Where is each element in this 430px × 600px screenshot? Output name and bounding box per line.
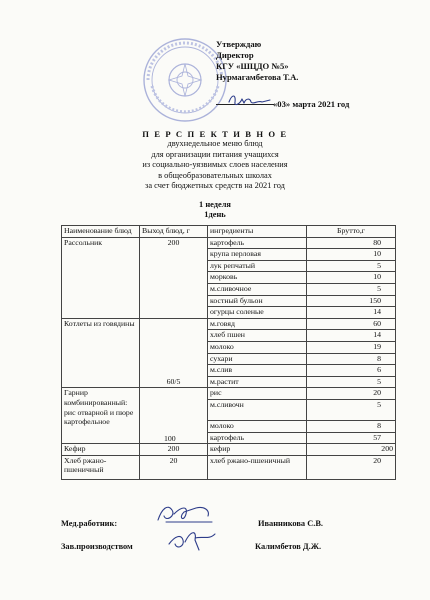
dish-garnir: Гарнир комбинированный: рис отварной и пюре картофельное	[62, 388, 140, 444]
table-row	[62, 237, 396, 249]
ingredient-name: молоко	[208, 420, 307, 432]
ingredient-weight: 57	[307, 432, 396, 444]
ingredient-name: крупа перловая	[208, 249, 307, 261]
ingredient-name: хлеб ржано-пшеничный	[208, 455, 307, 479]
header-ingredients: ингредиенты	[208, 226, 307, 238]
ingredient-name: костный бульон	[208, 295, 307, 307]
ingredient-name: хлеб пшен	[208, 330, 307, 342]
dish-kotlety: Котлеты из говядины	[62, 318, 140, 388]
output-kotlety: 60/5	[166, 377, 181, 387]
ingredient-name: м.сливочное	[208, 283, 307, 295]
ingredient-weight: 20	[307, 388, 396, 400]
ingredient-name: сухари	[208, 353, 307, 365]
output-garnir: 100	[164, 434, 176, 444]
ingredient-name: м.растит	[208, 376, 307, 388]
title-line-5: в общеобразовательных школах	[158, 170, 272, 180]
ingredient-weight: 10	[307, 249, 396, 261]
output-kefir: 200	[140, 444, 208, 456]
production-head-signature	[165, 526, 225, 556]
output-kotlety-cell	[140, 318, 208, 388]
ingredient-name: огурцы соленые	[208, 307, 307, 319]
ingredient-weight: 5	[307, 283, 396, 295]
ingredient-weight: 5	[307, 399, 396, 420]
ingredient-weight: 150	[307, 295, 396, 307]
ingredient-weight: 14	[307, 330, 396, 342]
ingredient-weight: 200	[307, 444, 396, 456]
ingredient-weight: 8	[307, 420, 396, 432]
ingredient-name: молоко	[208, 341, 307, 353]
table-row	[62, 388, 396, 400]
menu-table	[61, 225, 396, 480]
ingredient-weight: 19	[307, 341, 396, 353]
ingredient-name: картофель	[208, 237, 307, 249]
ingredient-name: м.сливочн	[208, 399, 307, 420]
dish-kefir: Кефир	[62, 444, 140, 456]
table-row	[62, 455, 396, 479]
title-line-3: для организации питания учащихся	[151, 149, 279, 159]
table-row	[62, 318, 396, 330]
week-label: 1 неделя	[199, 200, 231, 209]
header-dish: Наименование блюд	[62, 226, 140, 238]
output-hleb: 20	[140, 455, 208, 479]
production-head-label: Зав.производством	[61, 542, 133, 551]
med-worker-name: Иванникова С.В.	[258, 519, 324, 528]
approval-line-school: КГУ «ШЦДО №5»	[216, 61, 289, 71]
director-signature	[226, 90, 274, 110]
ingredient-weight: 10	[307, 272, 396, 284]
ingredient-name: м.слив	[208, 365, 307, 377]
title-line-2: двухнедельное меню блюд	[167, 139, 263, 149]
dish-hleb: Хлеб ржано-пшеничный	[62, 455, 140, 479]
table-header-row	[62, 226, 396, 238]
ingredient-weight: 14	[307, 307, 396, 319]
ingredient-name: лук репчатый	[208, 260, 307, 272]
med-worker-label: Мед.работник:	[61, 519, 118, 528]
output-rassolnik: 200	[140, 237, 208, 318]
ingredient-name: м.говяд	[208, 318, 307, 330]
ingredient-weight: 20	[307, 455, 396, 479]
approval-line-director: Директор	[216, 50, 254, 60]
ingredient-name: морковь	[208, 272, 307, 284]
approval-line-name: Нурмагамбетова Т.А.	[216, 72, 299, 82]
production-head-name: Калимбетов Д.Ж.	[255, 542, 322, 551]
header-brutto: Брутто,г	[307, 226, 396, 238]
document-title: П Е Р С П Е К Т И В Н О Е	[142, 129, 288, 139]
ingredient-weight: 5	[307, 376, 396, 388]
ingredient-name: картофель	[208, 432, 307, 444]
approval-line-approve: Утверждаю	[216, 39, 262, 49]
ingredient-weight: 5	[307, 260, 396, 272]
ingredient-weight: 6	[307, 365, 396, 377]
ingredient-name: кефир	[208, 444, 307, 456]
table-row	[62, 444, 396, 456]
header-output: Выход блюд, г	[140, 226, 208, 238]
ingredient-name: рис	[208, 388, 307, 400]
title-line-4: из социально-уязвимых слоев населения	[142, 160, 288, 170]
ingredient-weight: 8	[307, 353, 396, 365]
day-label: 1день	[204, 210, 226, 220]
ingredient-weight: 60	[307, 318, 396, 330]
approval-date: «03» марта 2021 год	[273, 99, 350, 109]
dish-rassolnik: Рассольник	[62, 237, 140, 318]
ingredient-weight: 80	[307, 237, 396, 249]
output-garnir-cell	[140, 388, 208, 444]
title-line-6: за счет бюджетных средств на 2021 год	[145, 181, 285, 191]
